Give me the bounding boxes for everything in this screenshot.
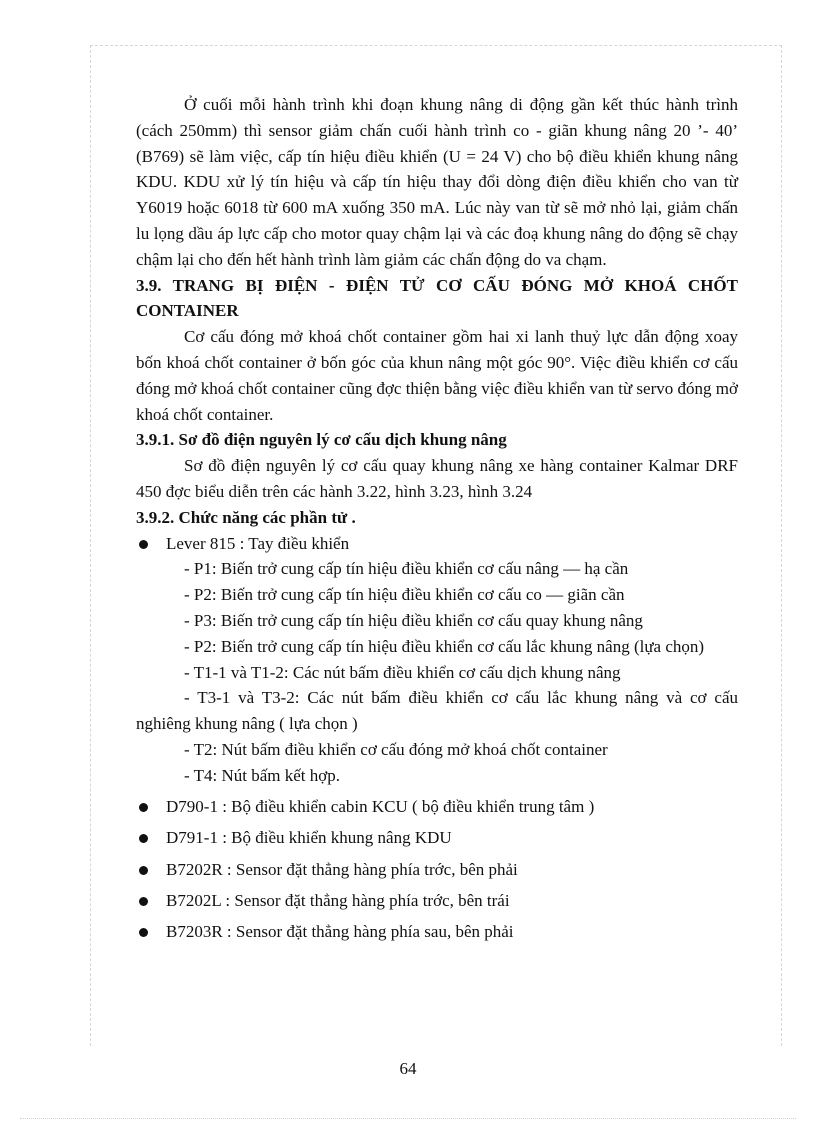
bullet-item-label: B7203R : Sensor đặt thẳng hàng phía sau, bên phải [166,922,514,942]
lever-detail-p1: - P1: Biến trở cung cấp tín hiệu điều khiển cơ cấu nâng — hạ cần [184,559,629,579]
bullet-item-label: D791-1 : Bộ điều khiển khung nâng KDU [166,828,452,848]
bullet-item-label: B7202R : Sensor đặt thẳng hàng phía trớc, bên phải [166,859,518,879]
section-heading-3-9: 3.9. TRANG BỊ ĐIỆN - ĐIỆN TỬ CƠ CẤU ĐÓNG MỞ KHOÁ CHỐT CONTAINER [136,275,738,321]
bullet-item-label: D790-1 : Bộ điều khiển cabin KCU ( bộ điều khiển trung tâm ) [166,797,595,817]
bullet-item-label: B7202L : Sensor đặt thẳng hàng phía trớc, bên trái [166,890,510,910]
subsection-3-9-1-paragraph: Sơ đồ điện nguyên lý cơ cấu quay khung nâng xe hàng container Kalmar DRF 450 đợc biểu diễn trên các hành 3.22, hình 3.23, hình 3.24 [136,456,738,501]
lever-detail-t1: - T1-1 và T1-2: Các nút bấm điều khiển cơ cấu dịch khung nâng [184,662,621,682]
bullet-item-b7203r [136,919,738,945]
bullet-dot-icon [139,834,148,843]
bullet-item-d790 [136,794,738,820]
bullet-dot-icon [139,803,148,812]
bullet-dot-icon [139,866,148,875]
bullet-dot-icon [139,928,148,937]
lever-detail-t4: - T4: Nút bấm kết hợp. [184,765,340,785]
lever-detail-p2-swing: - P2: Biến trở cung cấp tín hiệu điều khiển cơ cấu lắc khung nâng (lựa chọn) [184,636,705,656]
lever-detail-t3: - T3-1 và T3-2: Các nút bấm điều khiển cơ cấu lắc khung nâng và cơ cấu nghiêng khung nâng ( lựa chọn ) [136,688,738,734]
section-3-9-paragraph: Cơ cấu đóng mở khoá chốt container gồm hai xi lanh thuỷ lực dẫn động xoay bốn khoá chốt container ở bốn góc của khun nâng một góc 90°. Việc điều khiển cơ cấu đóng mở khoá chốt container cũng đợc thiện bằng việc điều khiển van từ servo đóng mở khoá chốt container. [136,327,738,424]
subsection-heading-3-9-2: 3.9.2. Chức năng các phần tử . [136,507,356,527]
bullet-item-d791 [136,825,738,851]
lever-detail-t2: - T2: Nút bấm điều khiển cơ cấu đóng mở khoá chốt container [184,739,608,759]
bullet-dot-icon [139,540,148,549]
page-content [136,92,738,945]
lever-detail-p3: - P3: Biến trở cung cấp tín hiệu điều khiển cơ cấu quay khung nâng [184,610,643,630]
page-number: 64 [399,1059,417,1078]
lever-detail-p2: - P2: Biến trở cung cấp tín hiệu điều khiển cơ cấu co — giãn cần [184,585,625,605]
subsection-heading-3-9-1: 3.9.1. Sơ đồ điện nguyên lý cơ cấu dịch khung nâng [136,430,507,450]
bullet-item-label: Lever 815 : Tay điều khiển [166,533,350,553]
bullet-item-b7202r [136,857,738,883]
intro-paragraph: Ở cuối mỗi hành trình khi đoạn khung nâng di động gần kết thúc hành trình (cách 250mm) thì sensor giảm chấn cuối hành trình co - giãn khung nâng 20 ’- 40’ (B769) sẽ làm việc, cấp tín hiệu điều khiển (U = 24 V) cho bộ điều khiển khung nâng KDU. KDU xử lý tín hiệu và cấp tín hiệu thay đổi dòng điện điều khiển cho van từ Y6019 hoặc 6018 từ 600 mA xuống 350 mA. Lúc này van từ sẽ mở nhỏ lại, giảm chấn lu lọng dầu áp lực cấp cho motor quay chậm lại và các đoạ khung nâng do động sẽ chạy chậm lại cho đến hết hành trình làm giảm các chấn động do va chạm. [136,95,738,269]
bullet-item-b7202l [136,888,738,914]
bullet-dot-icon [139,897,148,906]
bullet-item-lever [136,531,738,557]
bottom-divider [20,1118,796,1119]
